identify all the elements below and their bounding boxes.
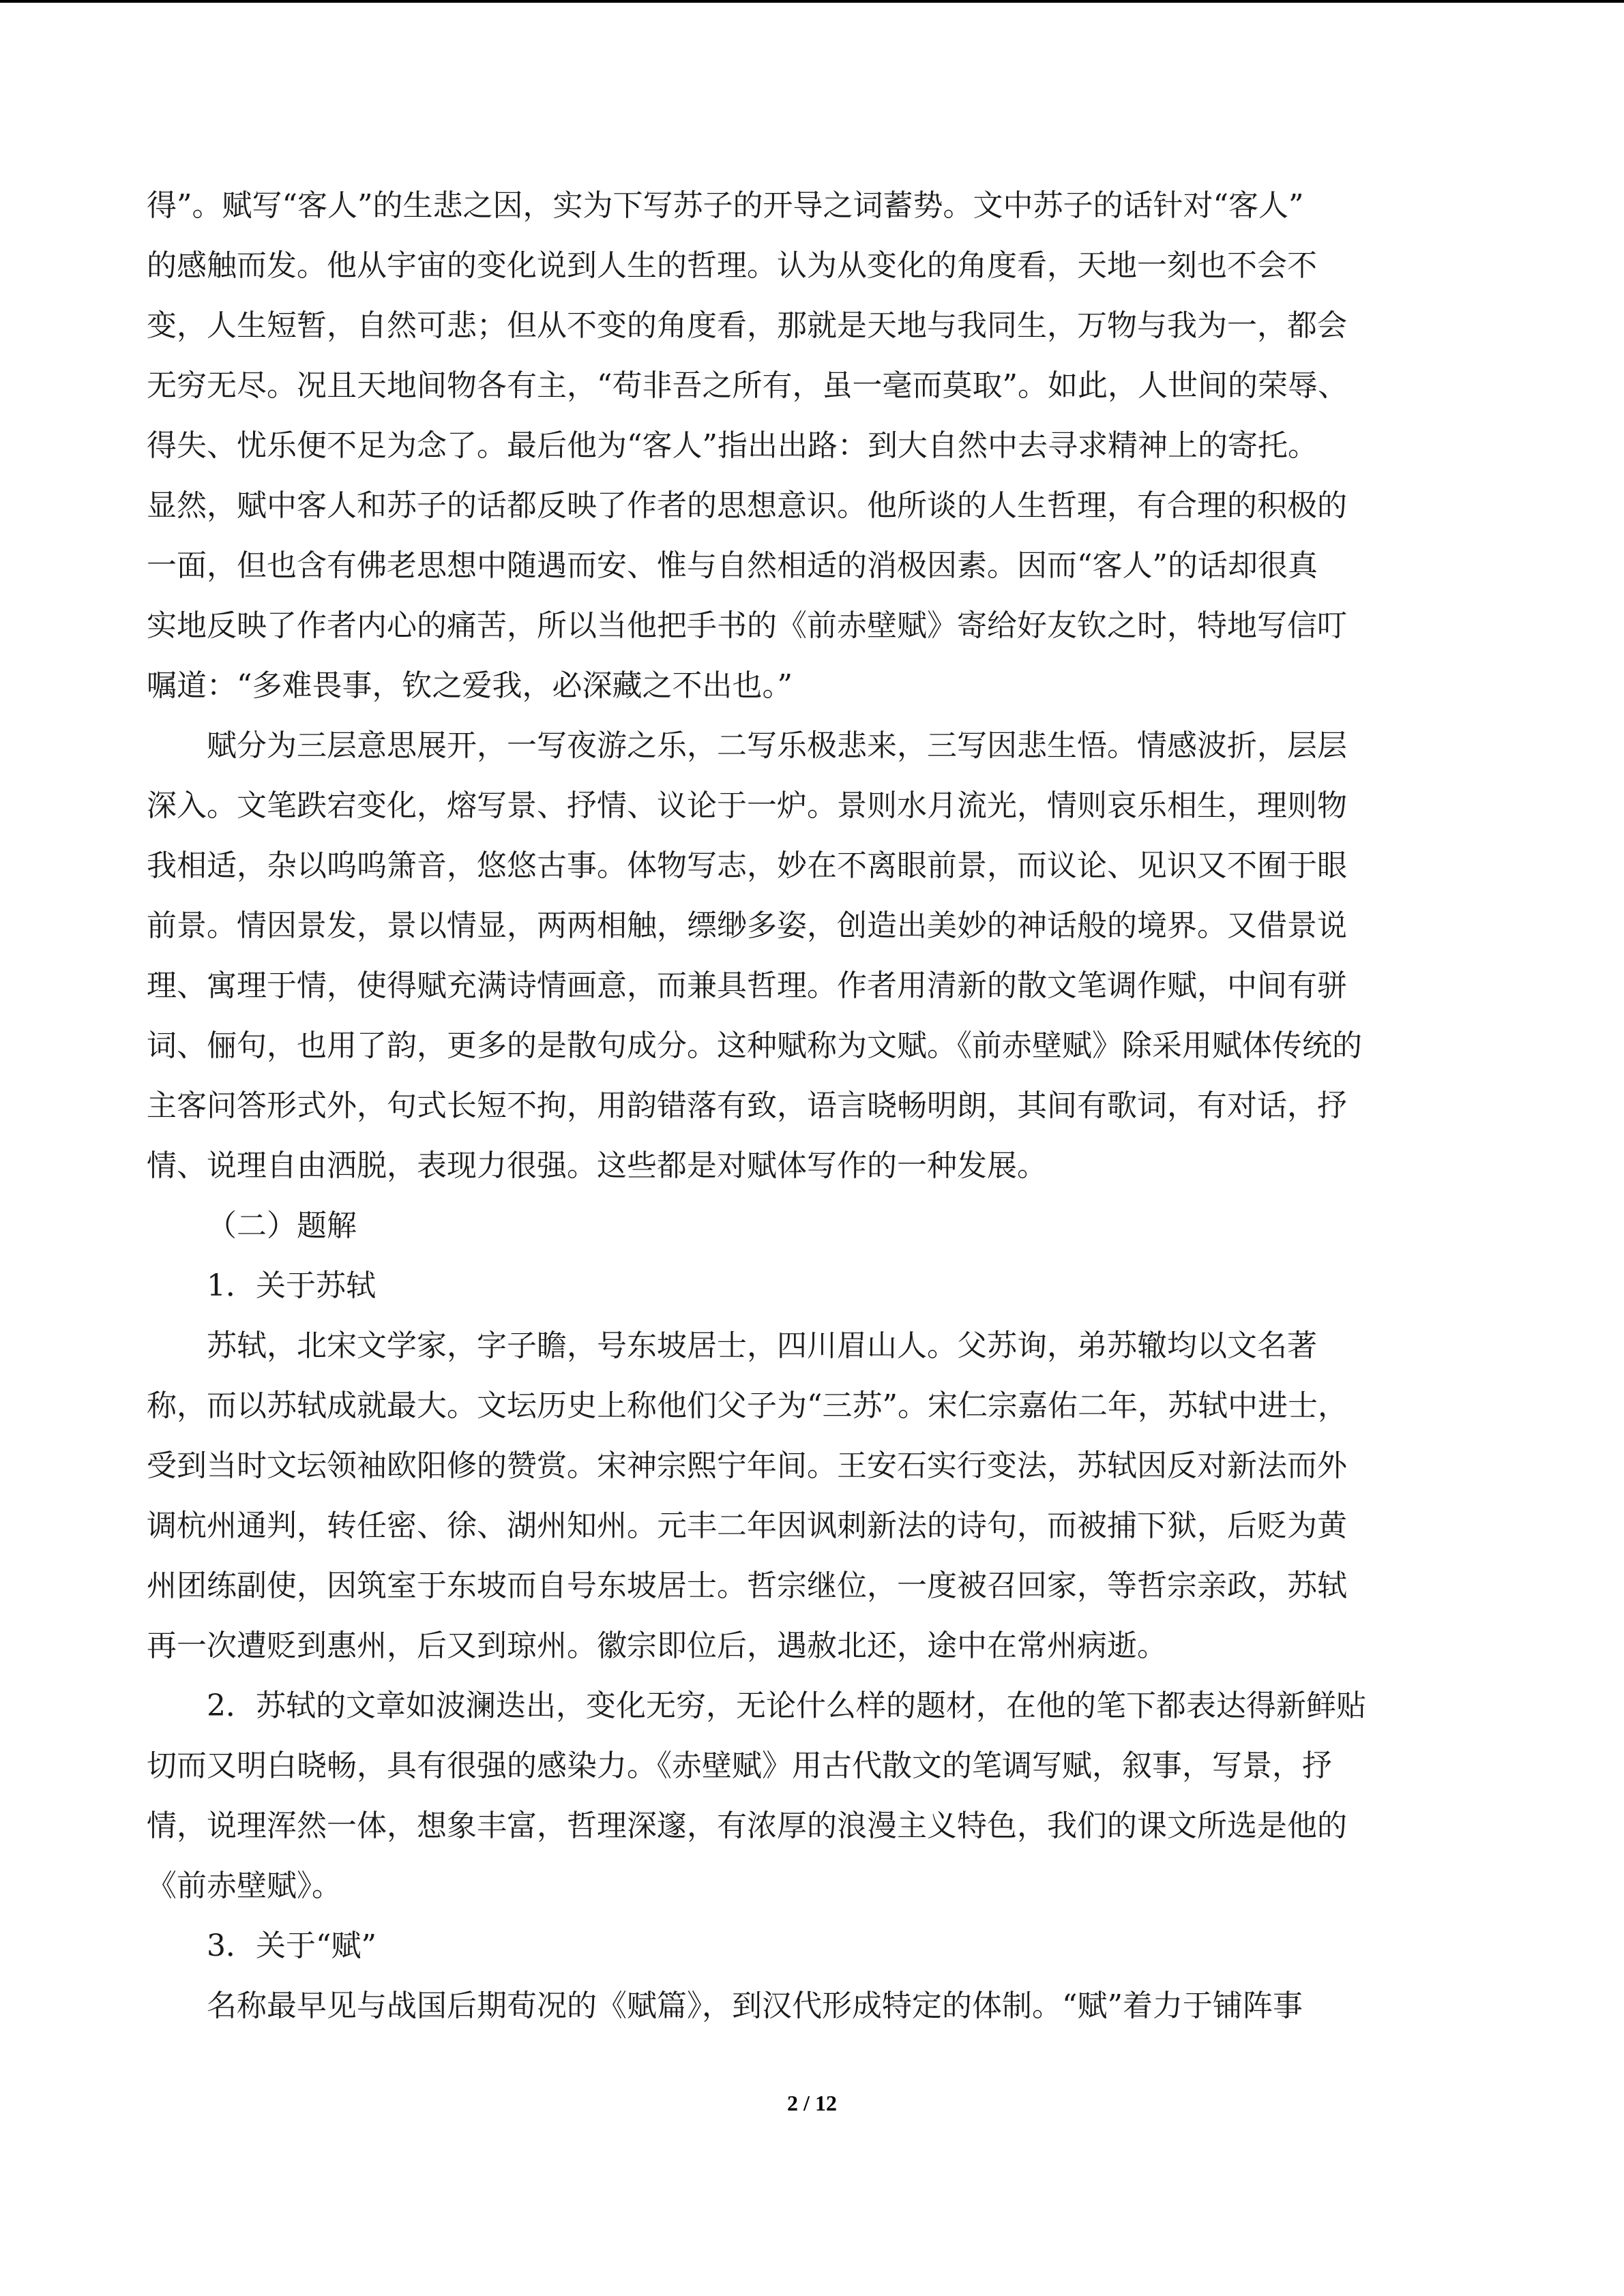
text-line: 的感触而发。他从宇宙的变化说到人生的哲理。认为从变化的角度看，天地一刻也不会不 (147, 248, 1317, 283)
text-line: 调杭州通判，转任密、徐、湖州知州。元丰二年因讽刺新法的诗句，而被捕下狱，后贬为黄 (147, 1508, 1347, 1543)
document-body (147, 176, 1477, 2036)
text-line: 一面，但也含有佛老思想中随遇而安、惟与自然相适的消极因素。因而“客人”的话却很真 (147, 548, 1318, 583)
paragraph (147, 1676, 1477, 1916)
section-heading: （二）题解 (207, 1208, 357, 1243)
top-border-rule (0, 0, 1624, 3)
text-line: 实地反映了作者内心的痛苦，所以当他把手书的《前赤壁赋》寄给好友钦之时，特地写信叮 (147, 608, 1347, 643)
text-line: 情、说理自由洒脱，表现力很强。这些都是对赋体写作的一种发展。 (147, 1148, 1047, 1183)
text-line: 州团练副使，因筑室于东坡而自号东坡居士。哲宗继位，一度被召回家，等哲宗亲政，苏轼 (147, 1568, 1347, 1603)
text-line: 我相适，杂以呜呜箫音，悠悠古事。体物写志，妙在不离眼前景，而议论、见识又不囿于眼 (147, 848, 1347, 883)
text-line: 词、俪句，也用了韵，更多的是散句成分。这种赋称为文赋。《前赤壁赋》除采用赋体传统的 (147, 1028, 1362, 1063)
paragraph (147, 716, 1477, 1196)
paragraph (147, 176, 1477, 716)
text-line: 2．苏轼的文章如波澜迭出，变化无穷，无论什么样的题材，在他的笔下都表达得新鲜贴 (207, 1688, 1366, 1723)
text-line: 称，而以苏轼成就最大。文坛历史上称他们父子为“三苏”。宋仁宗嘉佑二年，苏轼中进士， (147, 1388, 1348, 1423)
paragraph (147, 1316, 1477, 1676)
text-line: 理、寓理于情，使得赋充满诗情画意，而兼具哲理。作者用清新的散文笔调作赋，中间有骈 (147, 968, 1347, 1003)
text-line: 情，说理浑然一体，想象丰富，哲理深邃，有浓厚的浪漫主义特色，我们的课文所选是他的 (147, 1808, 1347, 1843)
subsection-heading: 3．关于“赋” (207, 1928, 377, 1963)
subsection-heading: 1．关于苏轼 (207, 1268, 376, 1303)
text-line: 赋分为三层意思展开，一写夜游之乐，二写乐极悲来，三写因悲生悟。情感波折，层层 (207, 728, 1347, 763)
text-line: 苏轼，北宋文学家，字子瞻，号东坡居士，四川眉山人。父苏询，弟苏辙均以文名著 (207, 1328, 1317, 1363)
text-line: 切而又明白晓畅，具有很强的感染力。《赤壁赋》用古代散文的笔调写赋，叙事，写景，抒 (147, 1748, 1332, 1783)
text-line: 无穷无尽。况且天地间物各有主，“苟非吾之所有，虽一毫而莫取”。如此，人世间的荣辱、 (147, 368, 1348, 403)
text-line: 《前赤壁赋》。 (147, 1868, 342, 1903)
text-line: 前景。情因景发，景以情显，两两相触，缥缈多姿，创造出美妙的神话般的境界。又借景说 (147, 908, 1347, 943)
text-line: 显然，赋中客人和苏子的话都反映了作者的思想意识。他所谈的人生哲理，有合理的积极的 (147, 488, 1347, 523)
text-line: 受到当时文坛领袖欧阳修的赞赏。宋神宗熙宁年间。王安石实行变法，苏轼因反对新法而外 (147, 1448, 1347, 1483)
page-number: 2 / 12 (787, 2091, 837, 2115)
paragraph (147, 1976, 1477, 2036)
text-line: 变，人生短暂，自然可悲；但从不变的角度看，那就是天地与我同生，万物与我为一，都会 (147, 308, 1347, 343)
text-line: 主客问答形式外，句式长短不拘，用韵错落有致，语言晓畅明朗，其间有歌词，有对话，抒 (147, 1088, 1347, 1123)
text-line: 名称最早见与战国后期荀况的《赋篇》，到汉代形成特定的体制。“赋”着力于铺阵事 (207, 1988, 1303, 2023)
text-line: 得失、忧乐便不足为念了。最后他为“客人”指出出路：到大自然中去寻求精神上的寄托。 (147, 428, 1318, 463)
text-line: 得”。赋写“客人”的生悲之因，实为下写苏子的开导之词蓄势。文中苏子的话针对“客人” (147, 188, 1304, 223)
text-line: 嘱道：“多难畏事，钦之爱我，必深藏之不出也。” (147, 668, 793, 703)
text-line: 再一次遭贬到惠州，后又到琼州。徽宗即位后，遇赦北还，途中在常州病逝。 (147, 1628, 1167, 1663)
text-line: 深入。文笔跌宕变化，熔写景、抒情、议论于一炉。景则水月流光，情则哀乐相生，理则物 (147, 788, 1347, 823)
